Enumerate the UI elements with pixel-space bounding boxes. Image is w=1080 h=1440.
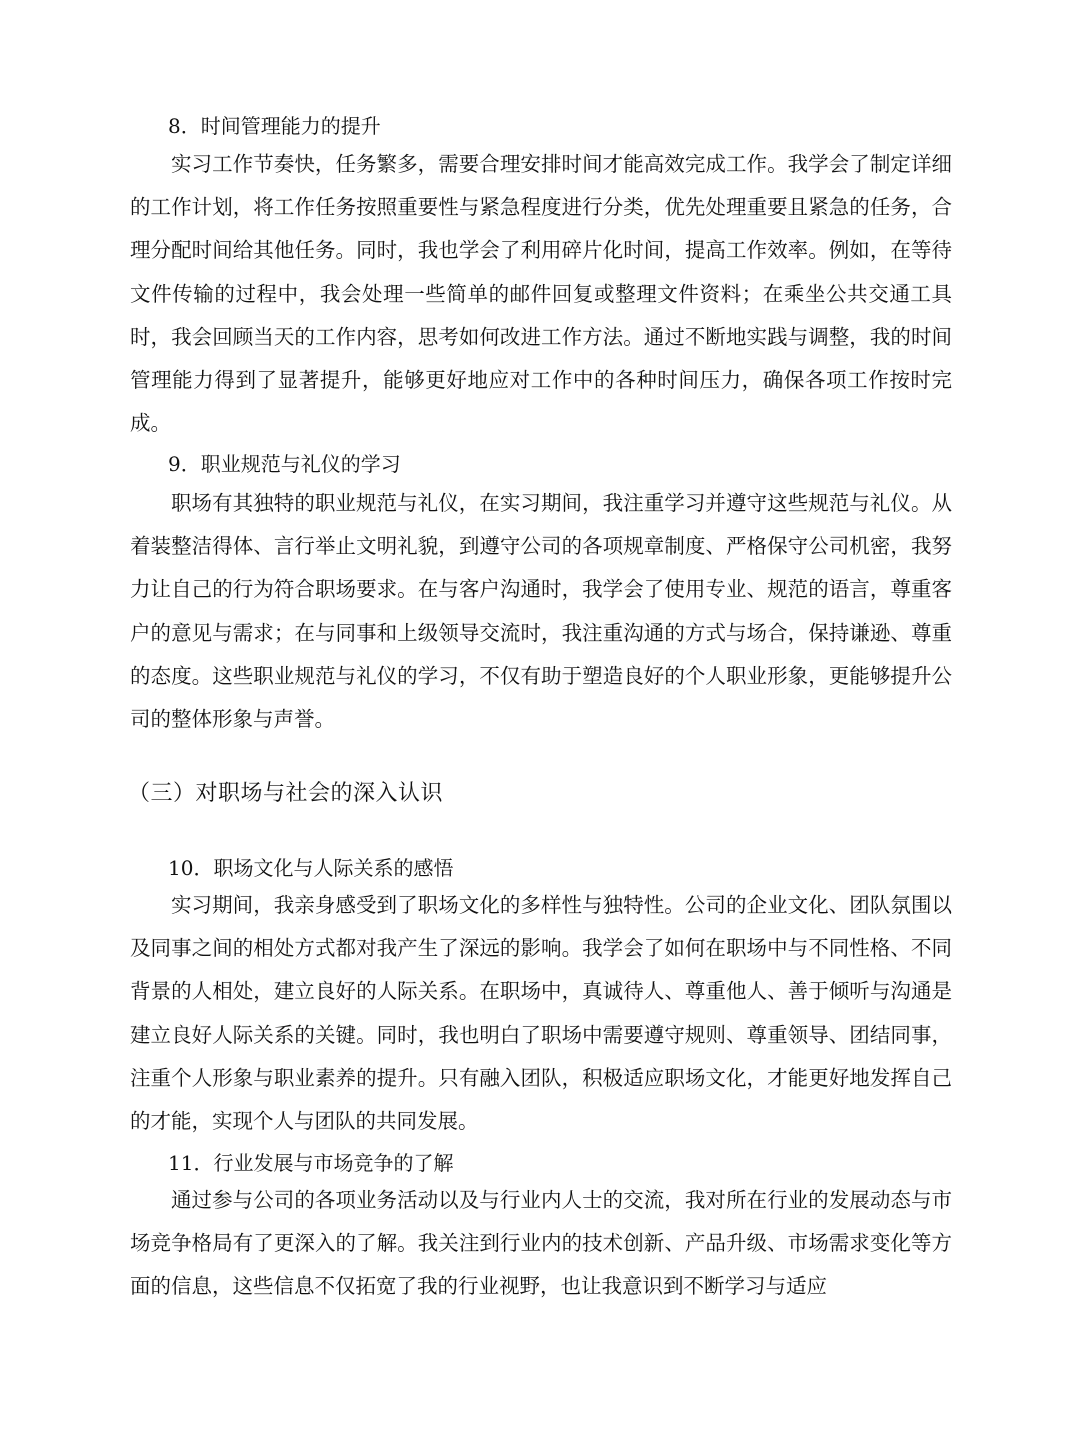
section-9-paragraph: 职场有其独特的职业规范与礼仪，在实习期间，我注重学习并遵守这些规范与礼仪。从着装整洁得体、言行举止文明礼貌，到遵守公司的各项规章制度、严格保守公司机密，我努力让自己的行为符合职场要求。在与客户沟通时，我学会了使用专业、规范的语言，尊重客户的意见与需求；在与同事和上级领导交流时，我注重沟通的方式与场合，保持谦逊、尊重的态度。这些职业规范与礼仪的学习，不仅有助于塑造良好的个人职业形象，更能够提升公司的整体形象与声誉。 — [130, 491, 952, 732]
section-8-paragraph: 实习工作节奏快，任务繁多，需要合理安排时间才能高效完成工作。我学会了制定详细的工作计划，将工作任务按照重要性与紧急程度进行分类，优先处理重要且紧急的任务，合理分配时间给其他任务。同时，我也学会了利用碎片化时间，提高工作效率。例如，在等待文件传输的过程中，我会处理一些简单的邮件回复或整理文件资料；在乘坐公共交通工具时，我会回顾当天的工作内容，思考如何改进工作方法。通过不断地实践与调整，我的时间管理能力得到了显著提升，能够更好地应对工作中的各种时间压力，确保各项工作按时完成。 — [130, 152, 952, 436]
section-10-paragraph: 实习期间，我亲身感受到了职场文化的多样性与独特性。公司的企业文化、团队氛围以及同事之间的相处方式都对我产生了深远的影响。我学会了如何在职场中与不同性格、不同背景的人相处，建立良好的人际关系。在职场中，真诚待人、尊重他人、善于倾听与沟通是建立良好人际关系的关键。同时，我也明白了职场中需要遵守规则、尊重领导、团结同事，注重个人形象与职业素养的提升。只有融入团队，积极适应职场文化，才能更好地发挥自己的才能，实现个人与团队的共同发展。 — [130, 893, 952, 1134]
section-8-heading: 8．时间管理能力的提升 — [168, 114, 381, 138]
section-11-heading: 11．行业发展与市场竞争的了解 — [168, 1151, 454, 1175]
section-10-heading: 10．职场文化与人际关系的感悟 — [168, 856, 454, 880]
section-11-paragraph: 通过参与公司的各项业务活动以及与行业内人士的交流，我对所在行业的发展动态与市场竞争格局有了更深入的了解。我关注到行业内的技术创新、产品升级、市场需求变化等方面的信息，这些信息不仅拓宽了我的行业视野，也让我意识到不断学习与适应 — [130, 1188, 952, 1299]
part-3-heading: （三）对职场与社会的深入认识 — [128, 781, 444, 806]
section-9-heading: 9．职业规范与礼仪的学习 — [168, 452, 401, 476]
